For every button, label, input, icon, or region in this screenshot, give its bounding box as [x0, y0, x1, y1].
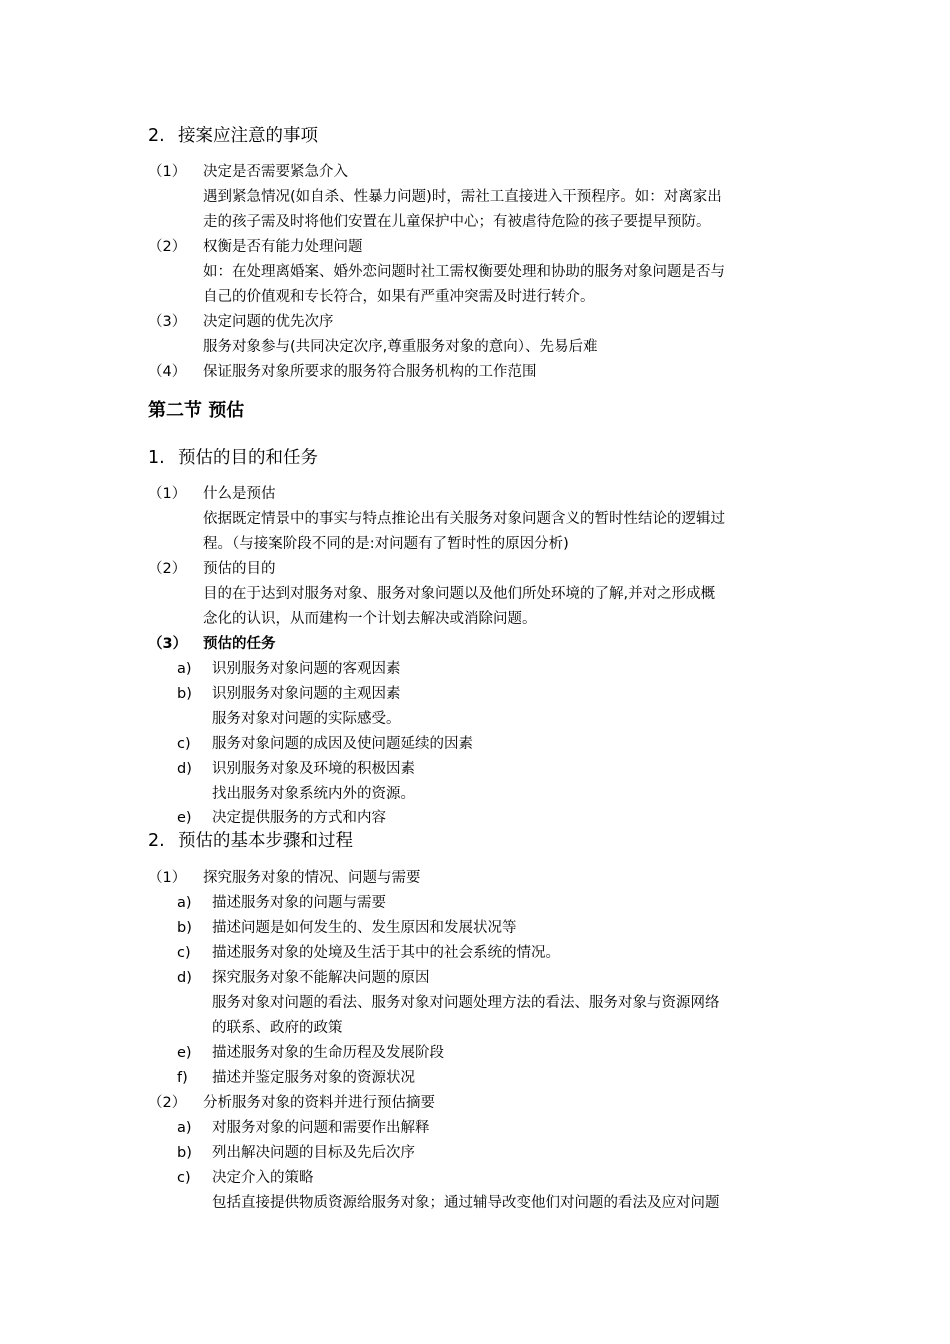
- s1-item4-title: 保证服务对象所要求的服务符合服务机构的工作范围: [203, 364, 537, 380]
- s1-item2-line1: 如：在处理离婚案、婚外恋问题时社工需权衡要处理和协助的服务对象问题是否与: [203, 264, 725, 280]
- s1-item3-title: 决定问题的优先次序: [203, 314, 334, 330]
- s1-item4-number: （4）: [148, 364, 187, 380]
- s3-step-b-letter: b): [177, 920, 192, 936]
- s3-step-a-letter: a): [177, 895, 192, 911]
- section1-heading-number: 2.: [148, 126, 165, 146]
- task-b-text: 识别服务对象问题的主观因素: [212, 686, 401, 702]
- task-c-letter: c): [177, 736, 191, 752]
- task-b-letter: b): [177, 686, 192, 702]
- s3-analysis-a-text: 对服务对象的问题和需要作出解释: [212, 1120, 430, 1136]
- s3-step-d-note-line1: 服务对象对问题的看法、服务对象对问题处理方法的看法、服务对象与资源网络: [212, 995, 720, 1011]
- s2-item2-line2: 念化的认识，从而建构一个计划去解决或消除问题。: [203, 611, 537, 627]
- s3-item2-number: （2）: [148, 1095, 187, 1111]
- section2-heading-number: 1.: [148, 448, 165, 468]
- chapter-title: 第二节 预估: [148, 400, 245, 421]
- s3-item1-title: 探究服务对象的情况、问题与需要: [203, 870, 421, 886]
- s1-item1-line2: 走的孩子需及时将他们安置在儿童保护中心；有被虐待危险的孩子要提早预防。: [203, 214, 711, 230]
- task-d-letter: d): [177, 761, 192, 777]
- s3-step-d-letter: d): [177, 970, 192, 986]
- s2-item3-number: （3）: [148, 636, 188, 652]
- s3-step-a-text: 描述服务对象的问题与需要: [212, 895, 386, 911]
- s1-item3-line1: 服务对象参与(共同决定次序,尊重服务对象的意向）、先易后难: [203, 339, 598, 355]
- task-d-text: 识别服务对象及环境的积极因素: [212, 761, 415, 777]
- s1-item2-line2: 自己的价值观和专长符合，如果有严重冲突需及时进行转介。: [203, 289, 595, 305]
- s3-step-e-text: 描述服务对象的生命历程及发展阶段: [212, 1045, 444, 1061]
- s3-step-e-letter: e): [177, 1045, 192, 1061]
- s1-item2-number: （2）: [148, 239, 187, 255]
- s3-step-d-text: 探究服务对象不能解决问题的原因: [212, 970, 430, 986]
- s2-item2-number: （2）: [148, 561, 187, 577]
- s3-analysis-b-letter: b): [177, 1145, 192, 1161]
- section2-heading: 预估的目的和任务: [178, 448, 318, 468]
- s3-analysis-b-text: 列出解决问题的目标及先后次序: [212, 1145, 415, 1161]
- s1-item3-number: （3）: [148, 314, 187, 330]
- s2-item2-title: 预估的目的: [203, 561, 276, 577]
- s3-analysis-a-letter: a): [177, 1120, 192, 1136]
- section3-heading-number: 2.: [148, 831, 165, 851]
- task-d-note: 找出服务对象系统内外的资源。: [212, 786, 415, 802]
- s3-step-d-note-line2: 的联系、政府的政策: [212, 1020, 343, 1036]
- task-a-letter: a): [177, 661, 192, 677]
- s3-item1-number: （1）: [148, 870, 187, 886]
- s3-step-c-text: 描述服务对象的处境及生活于其中的社会系统的情况。: [212, 945, 560, 961]
- s3-step-b-text: 描述问题是如何发生的、发生原因和发展状况等: [212, 920, 517, 936]
- section3-heading: 预估的基本步骤和过程: [178, 831, 353, 851]
- s3-step-f-text: 描述并鉴定服务对象的资源状况: [212, 1070, 415, 1086]
- s1-item2-title: 权衡是否有能力处理问题: [203, 239, 363, 255]
- s3-analysis-c-note-line1: 包括直接提供物质资源给服务对象；通过辅导改变他们对问题的看法及应对问题: [212, 1195, 720, 1211]
- section1-heading: 接案应注意的事项: [178, 126, 318, 146]
- s1-item1-number: （1）: [148, 164, 187, 180]
- s2-item2-line1: 目的在于达到对服务对象、服务对象问题以及他们所处环境的了解,并对之形成概: [203, 586, 716, 602]
- task-e-letter: e): [177, 810, 192, 826]
- task-c-text: 服务对象问题的成因及使问题延续的因素: [212, 736, 473, 752]
- s2-item1-title: 什么是预估: [203, 486, 276, 502]
- s3-analysis-c-text: 决定介入的策略: [212, 1170, 314, 1186]
- s3-step-c-letter: c): [177, 945, 191, 961]
- s3-item2-title: 分析服务对象的资料并进行预估摘要: [203, 1095, 435, 1111]
- s2-item1-number: （1）: [148, 486, 187, 502]
- s2-item3-title: 预估的任务: [203, 636, 276, 652]
- task-b-note: 服务对象对问题的实际感受。: [212, 711, 401, 727]
- s1-item1-line1: 遇到紧急情况(如自杀、性暴力问题)时，需社工直接进入干预程序。如：对离家出: [203, 189, 722, 205]
- task-a-text: 识别服务对象问题的客观因素: [212, 661, 401, 677]
- s1-item1-title: 决定是否需要紧急介入: [203, 164, 348, 180]
- s2-item1-line1: 依据既定情景中的事实与特点推论出有关服务对象问题含义的暂时性结论的逻辑过: [203, 511, 725, 527]
- s3-analysis-c-letter: c): [177, 1170, 191, 1186]
- task-e-text: 决定提供服务的方式和内容: [212, 810, 386, 826]
- s3-step-f-letter: f): [177, 1070, 188, 1086]
- s2-item1-line2: 程。（与接案阶段不同的是:对问题有了暂时性的原因分析): [203, 536, 569, 552]
